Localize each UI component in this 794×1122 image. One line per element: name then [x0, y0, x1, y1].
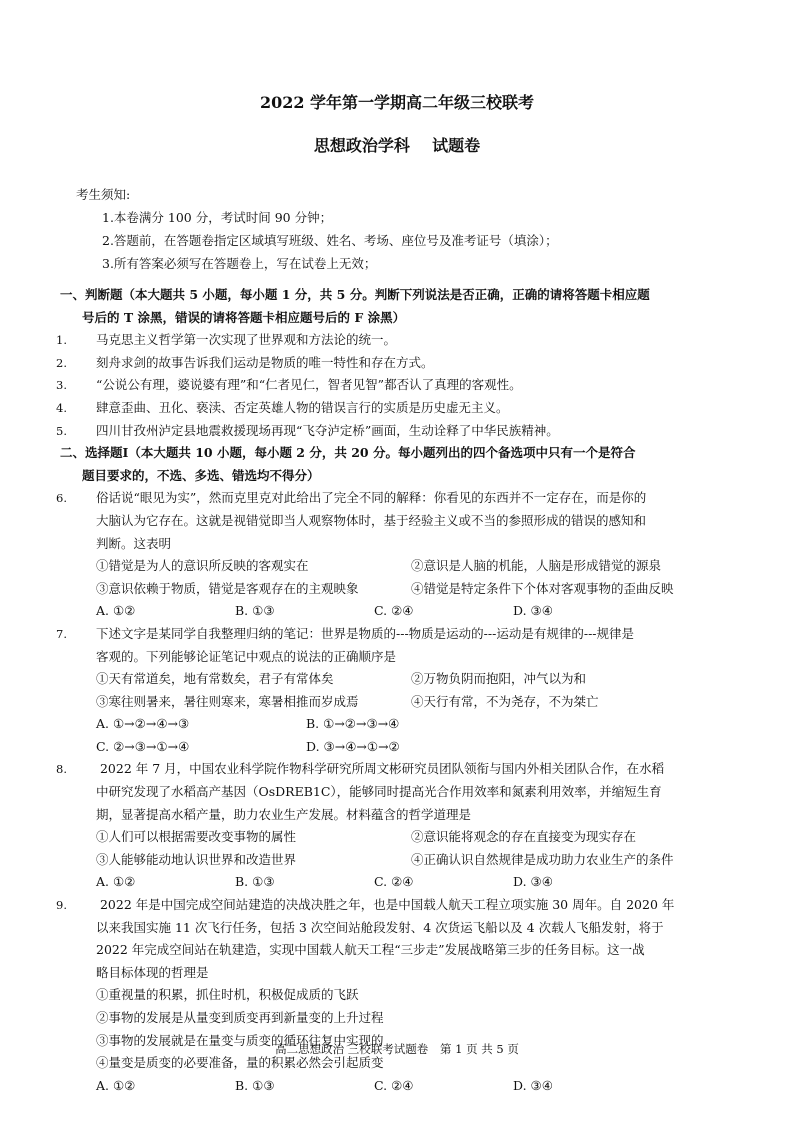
question-text: 略目标体现的哲理是	[96, 964, 209, 980]
question-text: “公说公有理，婆说婆有理”和“仁者见仁，智者见智”都否认了真理的客观性。	[96, 377, 522, 393]
page-footer	[0, 1041, 794, 1057]
statement: ①错觉是为人的意识所反映的客观实在	[96, 558, 309, 574]
question-4	[56, 397, 726, 420]
option-b: B. ①③	[235, 603, 275, 619]
option-c: C. ②→③→①→④	[96, 738, 190, 754]
statement: ③人能够能动地认识世界和改造世界	[96, 851, 297, 867]
question-text: 2022 年 7 月，中国农业科学院作物科学研究所周文彬研究员团队领衔与国内外相关团队合作，在水稻	[96, 761, 665, 777]
statement: ②意识是人脑的机能，人脑是形成错觉的源泉	[411, 558, 662, 574]
question-text: 俗话说“眼见为实”，然而克里克对此给出了完全不同的解释：你看见的东西并不一定存在，而是你的	[96, 490, 647, 506]
question-text: 下述文字是某同学自我整理归纳的笔记：世界是物质的---物质是运动的---运动是有规律的---规律是	[96, 625, 635, 641]
question-number: 8.	[56, 762, 67, 777]
question-7	[56, 623, 726, 646]
question-text: 刻舟求剑的故事告诉我们运动是物质的唯一特性和存在方式。	[96, 354, 434, 370]
statement-row	[76, 578, 726, 601]
answer-options	[76, 871, 726, 894]
footer-exam-name: 高二思想政治 三校联考试题卷	[275, 1042, 429, 1056]
statement: ②万物负阴而抱阳，冲气以为和	[411, 671, 587, 687]
exam-title: 2022 学年第一学期高二年级三校联考	[259, 93, 535, 112]
statement: ③寒往则暑来，暑往则寒来，寒暑相推而岁成焉	[96, 693, 359, 709]
question-number: 2.	[56, 355, 67, 370]
option-d: D. ③→④→①→②	[306, 738, 400, 754]
option-d: D. ③④	[513, 603, 553, 619]
option-b: B. ①③	[235, 1077, 275, 1093]
option-c: C. ②④	[374, 1077, 414, 1093]
option-b: B. ①③	[235, 874, 275, 890]
exam-body	[56, 284, 726, 1097]
answer-options	[76, 600, 726, 623]
statement: ①天有常道矣，地有常数矣，君子有常体矣	[96, 671, 334, 687]
statement: ②事物的发展是从量变到质变再到新量变的上升过程	[96, 1010, 384, 1025]
statement: ④正确认识自然规律是成功助力农业生产的条件	[411, 851, 674, 867]
candidate-notice	[76, 183, 736, 275]
question-text: 大脑认为它存在。这就是视错觉即当人观察物体时，基于经验主义或不当的参照形成的错误的感知和	[96, 512, 647, 528]
notice-item: 3.所有答案必须写在答题卷上，写在试卷上无效；	[102, 256, 377, 271]
question-6	[56, 487, 726, 510]
statement: ④量变是质变的必要准备，量的积累必然会引起质变	[96, 1055, 384, 1071]
question-3	[56, 374, 726, 397]
section-heading-judgement: 一、判断题（本大题共 5 小题，每小题 1 分，共 5 分。判断下列说法是否正确，正确的请将答题卡相应题	[60, 287, 650, 302]
question-text: 肆意歪曲、丑化、亵渎、否定英雄人物的错误言行的实质是历史虚无主义。	[96, 399, 509, 415]
notice-heading: 考生须知:	[76, 187, 131, 202]
question-text: 期，显著提高水稻产量，助力农业生产发展。材料蕴含的哲学道理是	[96, 806, 472, 822]
question-number: 5.	[56, 423, 67, 438]
question-number: 3.	[56, 378, 67, 393]
question-text: 马克思主义哲学第一次实现了世界观和方法论的统一。	[96, 332, 397, 348]
statement: ④错觉是特定条件下个体对客观事物的歪曲反映	[411, 580, 674, 596]
question-text: 客观的。下列能够论证笔记中观点的说法的正确顺序是	[96, 648, 397, 664]
exam-subtitle: 思想政治学科 试题卷	[313, 136, 481, 155]
statement-row	[76, 691, 726, 714]
option-c: C. ②④	[374, 603, 414, 619]
question-text: 四川甘孜州泸定县地震救援现场再现“飞夺泸定桥”画面，生动诠释了中华民族精神。	[96, 422, 559, 438]
question-number: 9.	[56, 898, 67, 913]
question-text: 2022 年是中国完成空间站建造的决战决胜之年，也是中国载人航天工程立项实施 30 周年。自 2020 年	[96, 897, 675, 913]
option-a: A. ①②	[96, 603, 136, 619]
option-c: C. ②④	[374, 874, 414, 890]
statement: ①重视量的积累，抓住时机，积极促成质的飞跃	[96, 987, 359, 1003]
statement: ④天行有常，不为尧存，不为桀亡	[411, 693, 599, 709]
question-number: 7.	[56, 626, 67, 641]
question-text: 判断。这表明	[96, 535, 172, 551]
option-d: D. ③④	[513, 874, 553, 890]
statement: ①人们可以根据需要改变事物的属性	[96, 829, 297, 845]
option-b: B. ①→②→③→④	[306, 716, 400, 732]
question-1	[56, 329, 726, 352]
question-number: 6.	[56, 491, 67, 506]
notice-item: 1.本卷满分 100 分，考试时间 90 分钟；	[102, 210, 333, 225]
statement-row	[76, 668, 726, 691]
page-number: 第 1 页 共 5 页	[439, 1042, 519, 1056]
notice-item: 2.答题前，在答题卷指定区域填写班级、姓名、考场、座位号及准考证号（填涂）；	[102, 233, 558, 248]
section-heading-choice-cont: 题目要求的，不选、多选、错选均不得分）	[82, 467, 320, 483]
question-text: 以来我国实施 11 次飞行任务，包括 3 次空间站舱段发射、4 次货运飞船以及 4 次载人飞船发射，将于	[96, 919, 664, 935]
option-a: A. ①→②→④→③	[96, 716, 190, 732]
statement-row	[76, 826, 726, 849]
question-number: 1.	[56, 333, 67, 348]
question-8	[56, 758, 726, 781]
answer-options	[76, 713, 726, 736]
question-5	[56, 420, 726, 443]
option-d: D. ③④	[513, 1077, 553, 1093]
statement: ②意识能将观念的存在直接变为现实存在	[411, 829, 637, 845]
statement: ③意识依赖于物质，错觉是客观存在的主观映象	[96, 580, 359, 596]
section-heading-choice: 二、选择题Ⅰ（本大题共 10 小题，每小题 2 分，共 20 分。每小题列出的四个备选项中只有一个是符合	[60, 445, 636, 461]
question-text: 2022 年完成空间站在轨建造，实现中国载人航天工程“三步走”发展战略第三步的任务目标。这一战	[96, 942, 645, 958]
question-text: 中研究发现了水稻高产基因（OsDREB1C），能够同时提高光合作用效率和氮素利用效率，并缩短生育	[96, 784, 662, 800]
question-2	[56, 352, 726, 375]
question-9	[56, 894, 726, 917]
section-heading-judgement-cont: 号后的 T 涂黑，错误的请将答题卡相应题号后的 F 涂黑）	[82, 309, 406, 325]
statement-row	[76, 555, 726, 578]
question-number: 4.	[56, 400, 67, 415]
option-a: A. ①②	[96, 874, 136, 890]
statement: ③事物的发展就是在量变与质变的循环往复中实现的	[96, 1032, 384, 1048]
answer-options	[76, 1075, 726, 1098]
option-a: A. ①②	[96, 1077, 136, 1093]
answer-options	[76, 736, 726, 759]
statement-row	[76, 849, 726, 872]
